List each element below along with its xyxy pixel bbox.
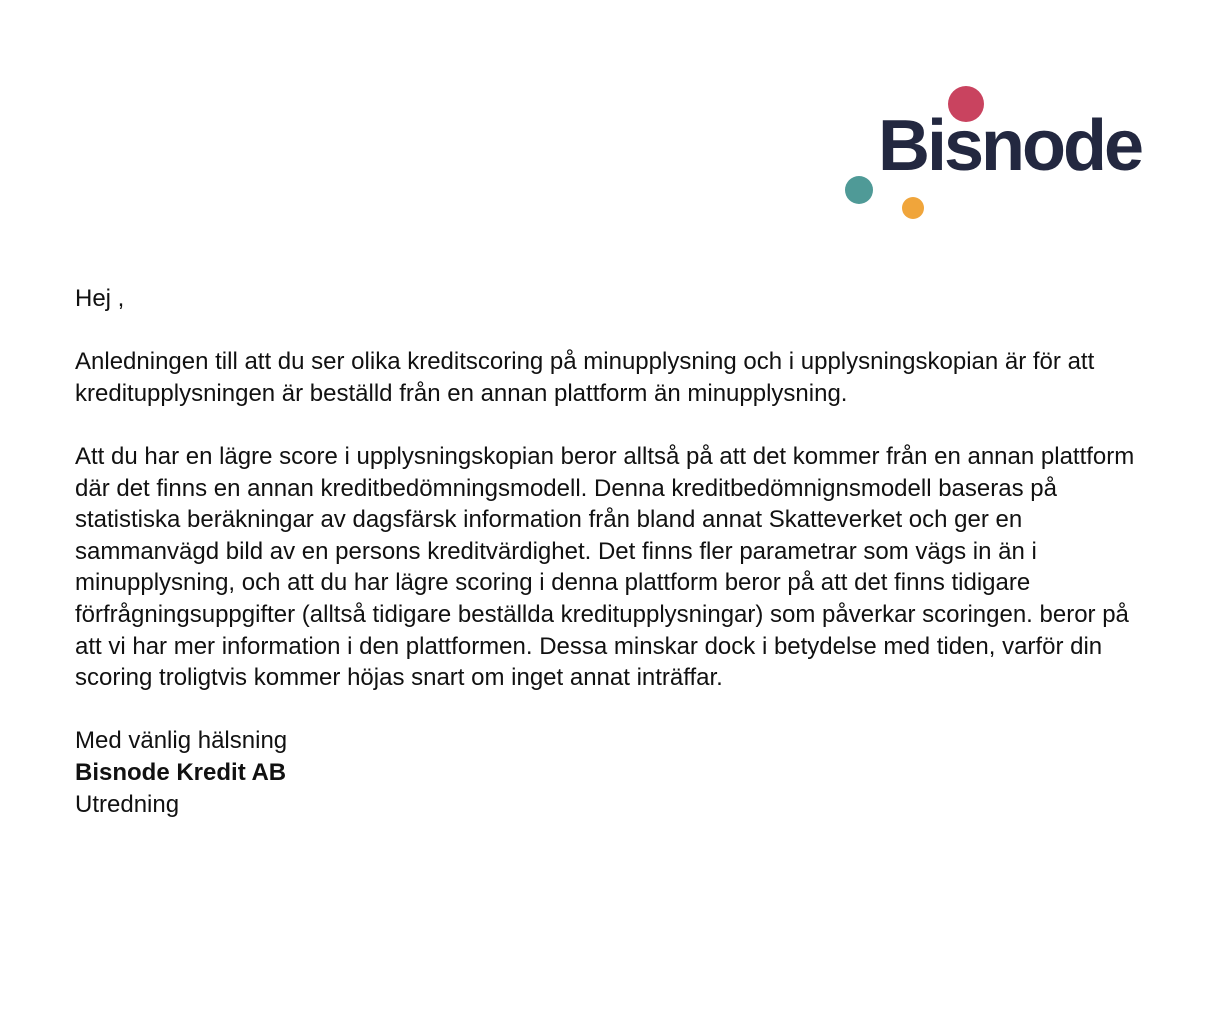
bisnode-logo <box>840 80 1190 225</box>
signature-block <box>75 725 1135 820</box>
greeting: Hej , <box>75 285 125 312</box>
company-name: Bisnode Kredit AB <box>75 758 287 786</box>
logo-dot-teal <box>845 176 873 204</box>
logo-wordmark: Bisnode <box>878 106 1142 186</box>
letter-body <box>75 283 1135 820</box>
paragraph-1: Anledningen till att du ser olika kreditscoring på minupplysning och i upplysningskopian är för att kreditupplysningen är beställd från en annan plattform än minupplysning. <box>75 348 1095 407</box>
logo-dot-orange <box>902 197 924 219</box>
paragraph-2: Att du har en lägre score i upplysningskopian beror alltså på att det kommer från en annan plattform där det finns en annan kreditbedömningsmodell. Denna kreditbedömnignsmodell baseras på statistiska beräkningar av dagsfärsk information från bland annat Skatteverket och ger en sammanvägd bild av en persons kreditvärdighet. Det finns fler parametrar som vägs in än i minupplysning, och att du har lägre scoring i denna plattform beror på att det finns tidigare förfrågningsuppgifter (alltså tidigare beställda kreditupplysningar) som påverkar scoringen. beror på att vi har mer information i den plattformen. Dessa minskar dock i betydelse med tiden, varför din scoring troligtvis kommer höjas snart om inget annat inträffar. <box>75 442 1135 692</box>
department: Utredning <box>75 790 180 818</box>
closing: Med vänlig hälsning <box>75 727 288 755</box>
